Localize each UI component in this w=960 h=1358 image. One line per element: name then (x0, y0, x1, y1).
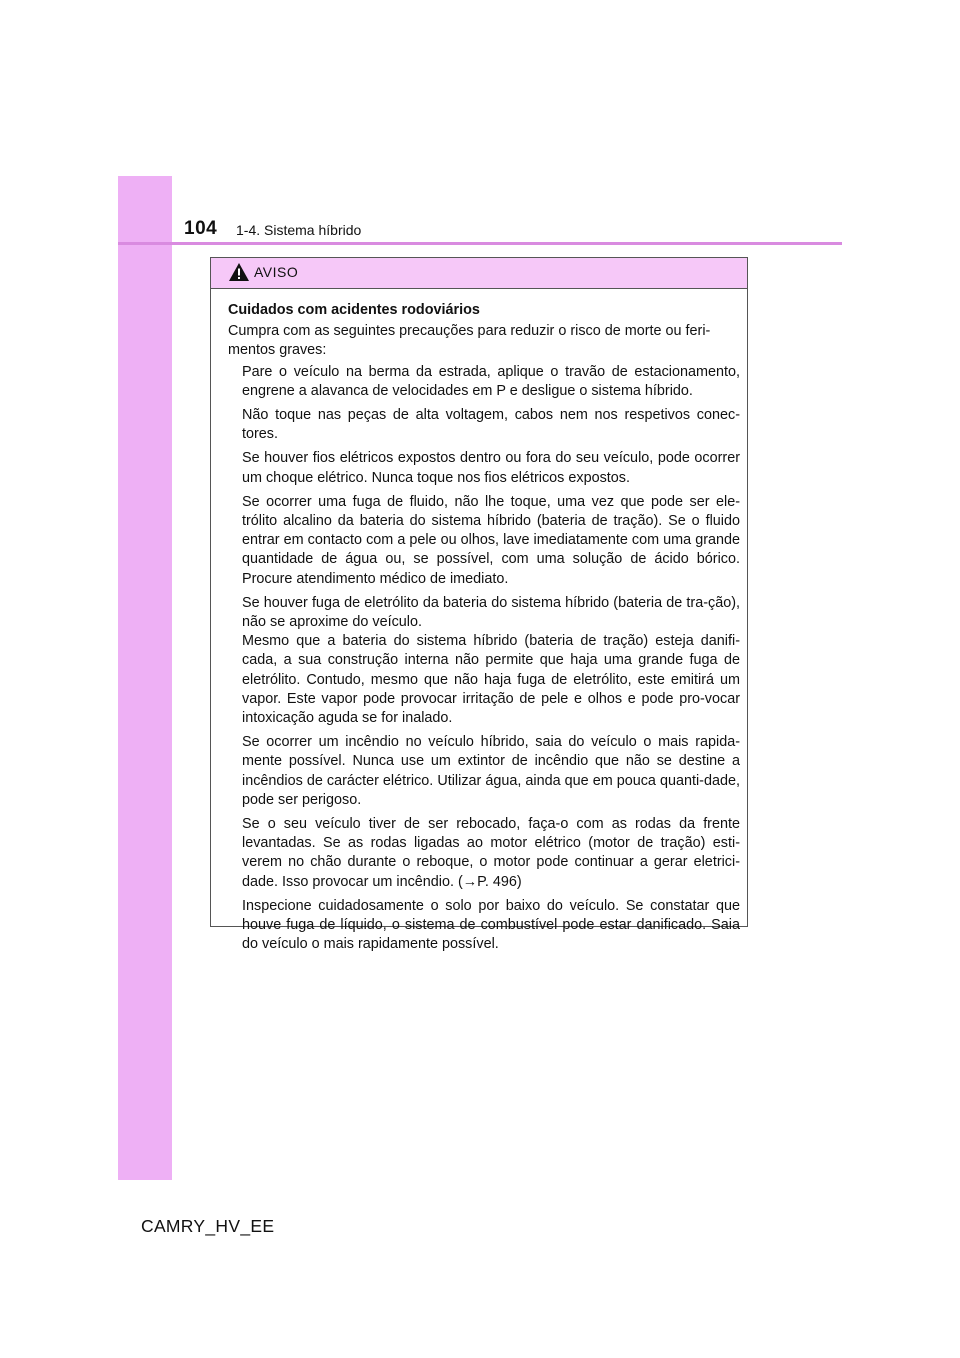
warning-subheading: Cuidados com acidentes rodoviários (228, 302, 480, 318)
warning-item: Não toque nas peças de alta voltagem, cabos nem nos respetivos conec-tores. (242, 407, 740, 443)
warning-item: Se ocorrer uma fuga de fluido, não lhe toque, uma vez que pode ser ele-trólito alcalino da bateria do sistema híbrido (bateria de tração). Se o fluido entrar em contacto com a pele ou olhos, lave imediatamente com uma grande quantidade de água ou, se possível, com uma solução de ácido bórico. Procure atendimento médico de imediato. (242, 493, 740, 587)
warning-item: Se houver fuga de eletrólito da bateria do sistema híbrido (bateria de tra-ção), não se aproxime do veículo. Mesmo que a bateria do sistema híbrido (bateria de tração) esteja danifi-cada, a sua construção interna não permite que haja uma grande fuga de eletrólito. Contudo, mesmo que não haja fuga de eletrólito, este emitirá um vapor. Este vapor pode provocar irritação de pele e olhos e pode pro-vocar intoxicação aguda se for inalado. (242, 594, 740, 727)
warning-item: Inspecione cuidadosamente o solo por baixo do veículo. Se constatar que houve fuga de líquido, o sistema de combustível pode estar danificado. Saia do veículo o mais rapidamente possível. (242, 897, 740, 953)
warning-item-list (228, 363, 740, 955)
warning-title: AVISO (254, 264, 299, 280)
section-title: 1-4. Sistema híbrido (236, 222, 362, 238)
warning-header (211, 258, 747, 289)
side-color-band (118, 176, 172, 1180)
warning-item: Pare o veículo na berma da estrada, aplique o travão de estacionamento, engrene a alavanca de velocidades em P e desligue o sistema híbrido. (242, 363, 740, 399)
warning-body (211, 289, 747, 955)
footer-code: CAMRY_HV_EE (141, 1216, 275, 1236)
warning-triangle-icon (228, 262, 250, 282)
warning-intro: Cumpra com as seguintes precauções para reduzir o risco de morte ou feri-mentos graves: (228, 323, 711, 359)
header-rule (118, 242, 842, 245)
page-number: 104 (184, 218, 218, 239)
warning-item: Se o seu veículo tiver de ser rebocado, faça-o com as rodas da frente levantadas. Se as rodas ligadas ao motor elétrico (motor de tração) esti-verem no chão durante o reboque, o motor pode continuar a gerar eletrici-dade. Isso provocar um incêndio. (→P. 496) (242, 816, 740, 890)
warning-item: Se houver fios elétricos expostos dentro ou fora do seu veículo, pode ocorrer um choque elétrico. Nunca toque nos fios elétricos expostos. (242, 450, 740, 486)
warning-box (210, 257, 748, 953)
warning-item: Se ocorrer um incêndio no veículo híbrido, saia do veículo o mais rapida-mente possível. Nunca use um extintor de incêndio que não se destine a incêndios de carácter elétrico. Utilizar água, ainda que em pouca quanti-dade, pode ser perigoso. (242, 734, 740, 808)
